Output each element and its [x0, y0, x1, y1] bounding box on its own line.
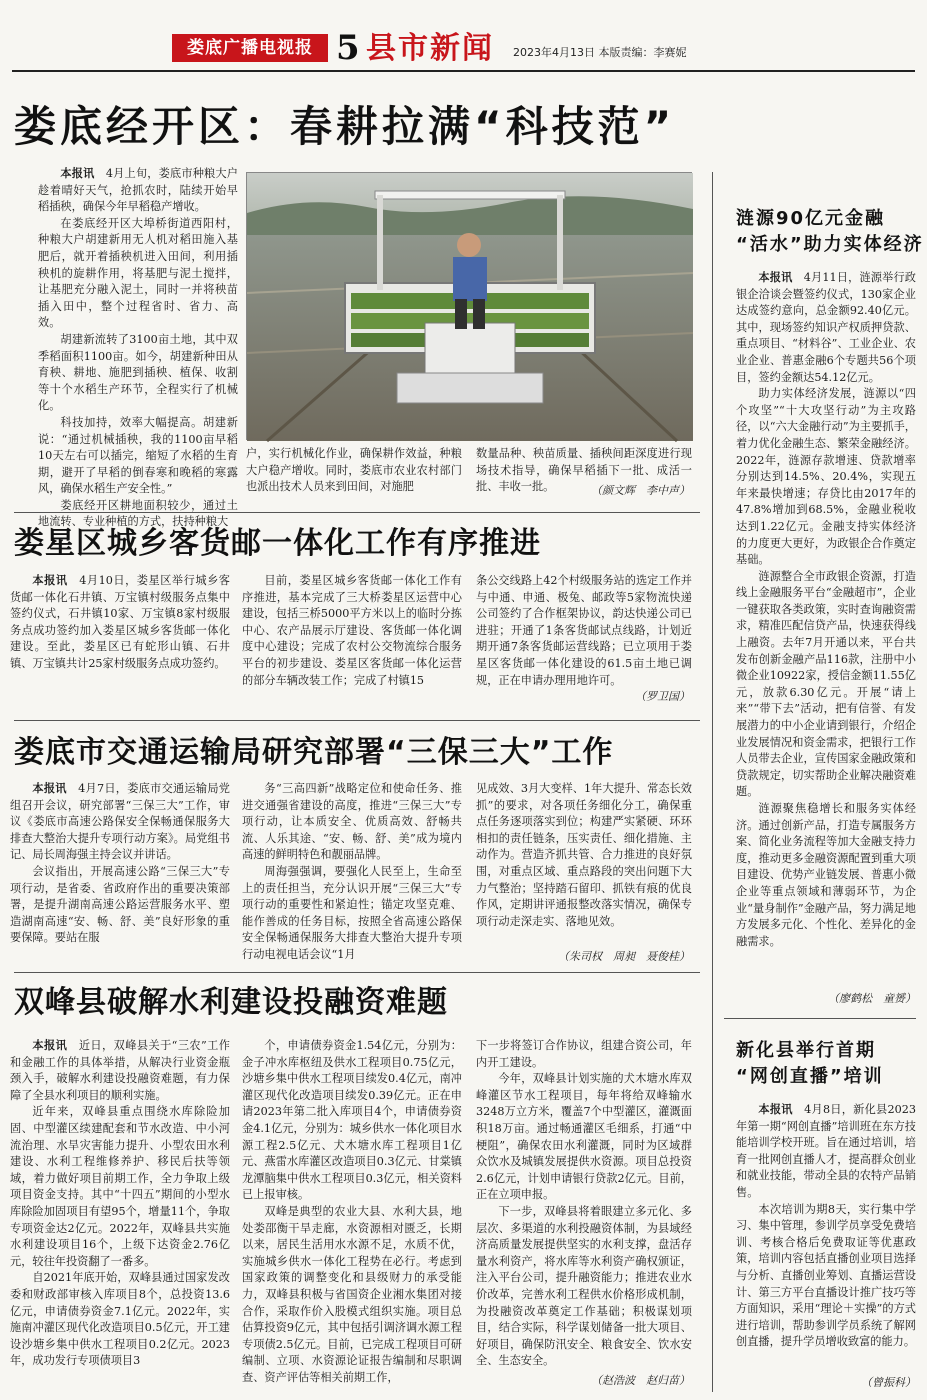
article6-lead-tag: 本报讯	[758, 1103, 793, 1116]
article2-col3: 条公交线路上42个村级服务站的选定工作并与中通、申通、极兔、邮政等5家物流快递公司签约了合作框架协议，韵达快递公司已进驻；开通了1条客货邮试点线路，计划近期开通7条客货邮运营线路；已立项用于娄星区客货邮一体化建设的61.5亩土地已调规，正在申请办理用地许可。	[476, 574, 692, 687]
article2-col1: 本报讯 4月10日，娄星区举行城乡客货邮一体化石井镇、万宝镇村级服务点集中签约仪式，石井镇10家、万宝镇8家村级服务点成功签约加入娄星区城乡客货邮一体化建设。至此，娄星区已有蛇形山镇、石井镇、万宝镇共计25家村级服务点成功签约。	[10, 574, 230, 670]
header-rule	[12, 70, 915, 72]
sidebar-divider	[712, 172, 713, 1392]
article3-lead-tag: 本报讯	[32, 782, 67, 795]
article5-headline-line2: “活水”助力实体经济	[736, 234, 924, 255]
article1-col1: 本报讯 4月上旬，娄底市种粮大户趁着晴好天气，抢抓农时，陆续开始早稻插秧，确保今年早稻稳产增收。 在娄底经开区大埠桥街道西阳村，种粮大户胡建新用无人机对稻田施入基肥后，就开着插秧机进入田间，利用插秧机的旋耕作用，将基肥与泥土搅拌，让基肥充分融入泥土，同时一并将秧苗插入田中，整个过程省时、省力、高效。 胡建新流转了3100亩土地，其中双季稻面积1100亩。如今，胡建新种田从育秧、耕地、施肥到插秧、植保、收割等十个水稻生产环节，全程实行了机械化。 科技加持，效率大幅提高。胡建新说：“通过机械插秧，我的1100亩早稻10天左右可以插完，缩短了水稻的生育期，避开了早稻的倒春寒和晚稻的寒露风，确保水稻生产安全性。” 娄底经开区耕地面积较少，通过土地流转、专业种植的方式，扶持种粮大	[38, 166, 238, 498]
article3-col1: 本报讯 4月7日，娄底市交通运输局党组召开会议，研究部署“三保三大”工作，审议《娄底市高速公路保安全保畅通保服务大排查大整治大提升专项行动方案》。局党组书记、局长周海强主持会议并讲话。 会议指出，开展高速公路“三保三大”专项行动，是省委、省政府作出的重要决策部署，是提升湖南高速公路运营服务水平、塑造湖南高速“安、畅、舒、美”良好形象的重要保障。要站在服	[10, 782, 230, 945]
article2-col2: 目前，娄星区城乡客货邮一体化工作有序推进，基本完成了三大桥娄星区运营中心建设，包括三桥5000平方米以上的临时分拣中心、农产品展示厅建设、客货邮一体化调度中心建设；完成了农村公交物流综合服务平台的初步建设、娄星区客货邮一体化运营的部分车辆改装工作；完成了村镇15	[242, 574, 462, 687]
article1-headline: 娄底经开区：春耕拉满“科技范”	[14, 102, 676, 151]
article3-headline: 娄底市交通运输局研究部署“三保三大”工作	[14, 735, 614, 770]
article4-lead-tag: 本报讯	[32, 1039, 68, 1052]
article6-headline-line1: 新化县举行首期	[736, 1040, 876, 1061]
article4-byline: （赵浩波 赵归苗）	[591, 1374, 690, 1387]
article4-headline: 双峰县破解水利建设投融资难题	[14, 985, 448, 1020]
article2-byline: （罗卫国）	[635, 690, 690, 703]
divider	[14, 720, 700, 721]
article3-col3: 见成效、3月大变样、1年大提升、常态长效抓”的要求，对各项任务细化分工，确保重点任务逐项落实到位；构建严实紧硬、环环相扣的责任链条，压实责任、细化措施、主动作为。营造齐抓共管、合力推进的良好氛围，对重点区域、重点路段的突出问题下大力气整治；坚持踏石留印、抓铁有痕的优良作风，定期讲评通报整改落实情况，确保专项行动走深走实、落地见效。	[476, 782, 692, 928]
article6-byline: （曾振科）	[861, 1376, 916, 1389]
page-number: 5	[336, 28, 360, 68]
article4-col2: 个，申请债券资金1.54亿元，分别为：金子冲水库枢纽及供水工程项目0.75亿元，沙塘乡集中供水工程项目续发0.4亿元，南冲灌区现代化改造项目续发0.39亿元。正在申请2023年第二批入库项目4个，申请债券资金4.1亿元，分别为：城乡供水一体化项目水源工程2.5亿元、犬木塘水库工程项目1亿元、燕雷水库灌区改造项目0.3亿元、甘棠镇龙潭脑集中供水工程项目0.3亿元，相关资料已上报审核。 双峰是典型的农业大县、水利大县，地处娄邵衡干旱走廊，水资源相对匮乏，长期以来，居民生活用水水源不足，水质不优，实施城乡供水一体化工程势在必行。考虑到国家政策的调整变化和县级财力的承受能力，双峰县积极与省国资企业湘水集团对接合作，采取作价入股模式组织实施。项目总估算投资9亿元，其中包括引调济调水源工程专项债2.5亿元。目前，已完成工程项目可研编制、立项、水资源论证报告编制和尽职调查、资产评估等相关前期工作，	[242, 1039, 462, 1384]
article3-col2: 务“三高四新”战略定位和使命任务、推进交通强省建设的高度，推进“三保三大”专项行动，让本质安全、优质高效、舒畅共流、人乐其途、“安、畅、舒、美”成为境内高速的鲜明特色和靓丽品牌。 周海强强调，要强化人民至上，生命至上的责任担当，充分认识开展“三保三大”专项行动的重要性和紧迫性；锚定攻坚克难、能作善成的任务目标，按照全省高速公路保安全保畅通保服务大排查大整治大提升专项行动电视电话会议“1月	[242, 782, 462, 961]
article1-byline: （颜文辉 李中声）	[591, 484, 690, 497]
divider	[14, 972, 700, 973]
article4-col1: 本报讯 近日，双峰县关于“三农”工作和金融工作的具体举措，从解决行业资金瓶颈入手，破解水利建设投融资难题，有力保障了全县水利项目的顺利实施。 近年来，双峰县重点围绕水库除险加固、中型灌区续建配套和节水改造、中小河流治理、水旱灾害能力提升、小型农田水利建设、水利工程维修养护、移民后扶等领域，着力做好项目前期工作，全力争取上级项目资金支持。其中“十四五”期间的小型水库除险加固项目有望95个，增量11个，争取专项资金达2亿元。2022年，双峰县共实施水利建设项目16个，上级下达资金2.76亿元，较往年投资翻了一番多。 自2021年底开始，双峰县通过国家发改委和财政部审核入库项目8个，总投资13.6亿元，申请债券资金7.1亿元。2022年，实施南冲灌区现代化改造项目0.5亿元，开工建设沙塘乡集中供水工程项目0.2亿元。2023年，成功发行专项债项目3	[10, 1039, 230, 1368]
article6-headline-line2: “网创直播”培训	[736, 1066, 884, 1087]
article4-col3: 下一步将签订合作协议，组建合资公司，年内开工建设。 今年，双峰县计划实施的犬木塘水库双峰灌区节水工程项目，每年将给双峰输水3248万立方米，覆盖7个中型灌区，灌溉面积18万亩。通过畅通灌区毛细系，打通“中梗阻”，确保农田水利灌溉，同时为区域群众饮水及城镇发展提供水资源。项目总投资2.6亿元，计划申请银行贷款2亿元。目前，正在立项申报。 下一步，双峰县将着眼建立多元化、多层次、多渠道的水利投融资体制，为县域经济高质量发展提供坚实的水利支撑，盘活存量水利资产，将水库等水利资产确权颁证，注入平台公司，提升融资能力；推进农业水价改革，完善水利工程供水价格形成机制，为投融资改革奠定工作基础；积极谋划项目，结合实际，科学谋划储备一批大项目、好项目，确保防汛安全、粮食安全、饮水安全、生态安全。	[476, 1039, 692, 1368]
masthead-brand: 娄底广播电视报	[172, 34, 328, 62]
article1-col2: 户，实行机械化作业，确保耕作效益，种粮大户稳产增收。同时，娄底市农业农村部门也派出技术人员来到田间，对施肥	[246, 447, 462, 494]
article1-p4: 科技加持，效率大幅提高。胡建新说：“通过机械插秧，我的1100亩早稻10天左右可以插完，缩短了水稻的生育期，避开了早稻的倒春寒和晚稻的寒露风，确保水稻生产安全性。”	[38, 415, 238, 496]
issue-date-editor: 2023年4月13日 本版责编：李赛妮	[513, 46, 687, 59]
article1-p3: 胡建新流转了3100亩土地，其中双季稻面积1100亩。如今，胡建新种田从育秧、耕地、施肥到插秧、植保、收割等十个水稻生产环节，全程实行了机械化。	[38, 332, 238, 413]
article6-body: 本报讯 4月8日，新化县2023年第一期“网创直播”培训班在东方技能培训学校开班。旨在通过培训，培育一批网创直播人才，提高群众创业和就业技能，带动全县的农特产品销售。 本次培训为期8天，实行集中学习、集中管理，参训学员享受免费培训、考核合格后免费取证等优惠政策，培训内容包括直播创业项目选择与分析、直播创业筹划、直播运营设计、第三方平台直播设计推广技巧等方面知识，采用“理论＋实操”的方式进行培训，帮助参训学员系统了解网创直播，提升学员增收致富的能力。	[736, 1103, 916, 1349]
divider	[724, 1018, 916, 1019]
section-title: 县市新闻	[366, 31, 494, 66]
article5-lead-tag: 本报讯	[758, 271, 793, 284]
article5-byline: （廖鹤松 童赟）	[828, 992, 916, 1005]
article1-p2: 在娄底经开区大埠桥街道西阳村，种粮大户胡建新用无人机对稻田施入基肥后，就开着插秧机进入田间，利用插秧机的旋耕作用，将基肥与泥土搅拌，让基肥充分融入泥土，同时一并将秧苗插入田中，整个过程省时、省力、高效。	[38, 216, 238, 330]
divider	[14, 512, 700, 513]
article1-col3: 数量品种、秧苗质量、插秧间距深度进行现场技术指导，确保早稻插下一批、成活一批、丰收一批。	[476, 447, 692, 494]
article5-headline-line1: 涟源90亿元金融	[736, 208, 886, 229]
article2-lead-tag: 本报讯	[32, 574, 68, 587]
article5-body: 本报讯 4月11日，涟源举行政银企洽谈会暨签约仪式，130家企业达成签约意向，总金额92.40亿元。其中，现场签约知识产权质押贷款、重点项目、“材料谷”、工业企业、农业企业、普惠金融6个专题共56个项目，签约金额达54.12亿元。 助力实体经济发展，涟源以“四个攻坚”“十大攻坚行动”为主攻路径，以“六大金融行动”为主要抓手，着力优化金融生态、繁荣金融经济。2022年，涟源存款增速、贷款增率分别达到14.5%、20.4%，实现五年来最快增速；存贷比由2017年的47.8%增加到68.5%，金融业税收达到1.22亿元。金融支持实体经济的力度更大更好，为政银企合作奠定基础。 涟源整合全市政银企资源，打造线上金融服务平台“金融超市”，企业一键获取各类政策，实时查询融资需求，精准匹配信贷产品，快速获得线上融资。去年7月开通以来，平台共发布创新金融产品116款，注册中小微企业10922家，授信金额11.55亿元，放款6.30亿元。开展“请上来”“带下去”活动，把有信誉、有发展潜力的中小企业请到银行，介绍企业发展情况和资金需求，把银行工作人员带去企业，宣传国家金融政策和贷款规定，切实帮助企业解决融资难题。 涟源聚焦稳增长和服务实体经济。通过创新产品，打造专属服务方案、简化业务流程等加大金融支持力度，推动更多金融资源配置到重大项目建设、优势产业链发展、普惠小微企业等重点领域和薄弱环节，为企业“量身制作”金融产品，努力满足地方发展多元化、个性化、差异化的金融需求。	[736, 271, 916, 948]
article2-headline: 娄星区城乡客货邮一体化工作有序推进	[14, 526, 541, 561]
rice-transplanter-photo	[246, 172, 692, 440]
article1-p5: 娄底经开区耕地面积较少，通过土地流转、专业种植的方式，扶持种粮大	[38, 498, 238, 529]
article1-lead-tag: 本报讯	[60, 167, 95, 180]
article3-byline: （朱司权 周昶 聂俊桂）	[558, 950, 690, 963]
